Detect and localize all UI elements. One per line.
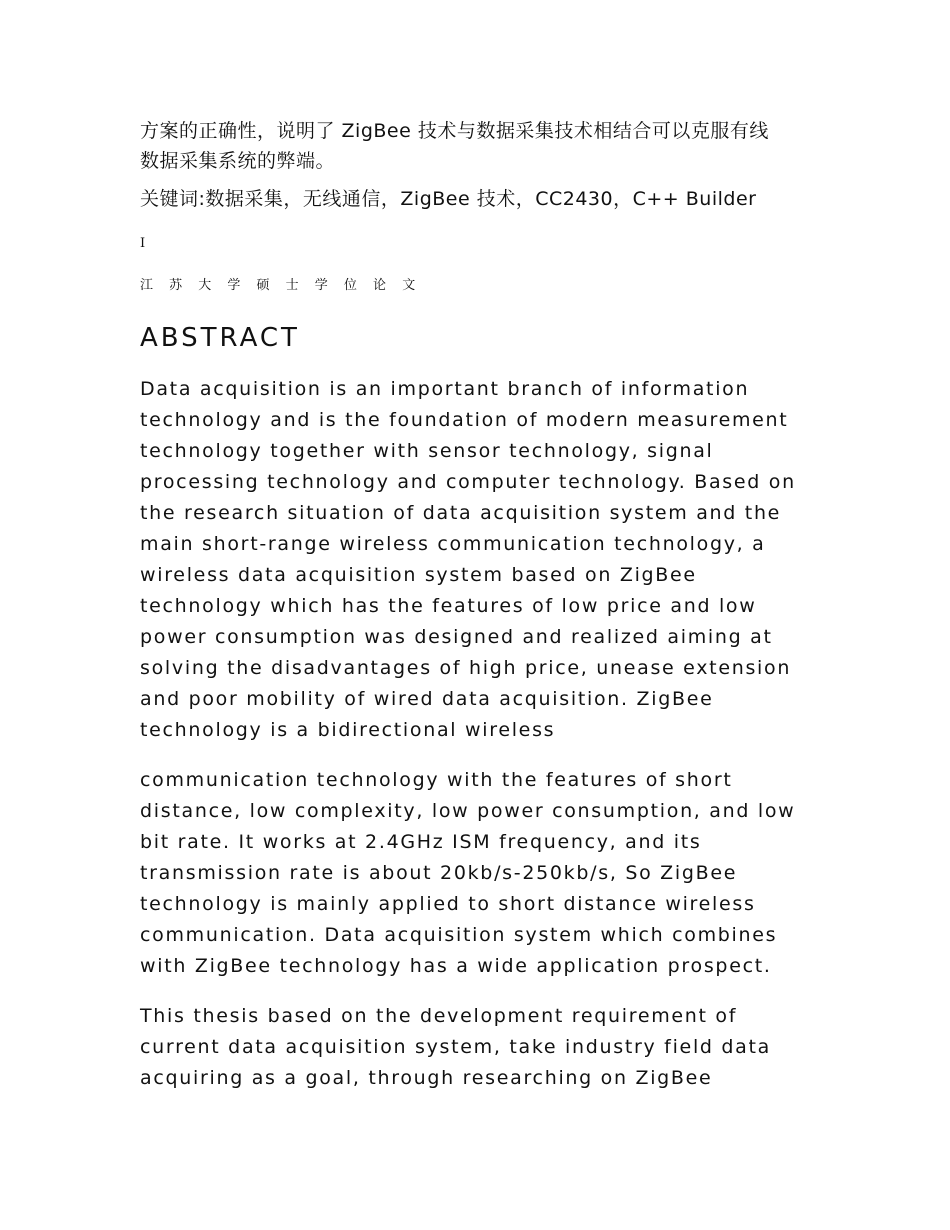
text-line: Data acquisition is an important branch of information bbox=[140, 378, 750, 400]
text-line: solving the disadvantages of high price, unease extension bbox=[140, 657, 792, 679]
keywords-line: 关键词:数据采集，无线通信，ZigBee 技术，CC2430，C++ Builder bbox=[140, 188, 757, 210]
text-line: and poor mobility of wired data acquisition. ZigBee bbox=[140, 688, 714, 710]
text-line: bit rate. It works at 2.4GHz ISM frequency, and its bbox=[140, 831, 702, 853]
abstract-paragraph-2 bbox=[140, 765, 820, 982]
text-line: technology together with sensor technology, signal bbox=[140, 440, 714, 462]
text-line: technology is mainly applied to short distance wireless bbox=[140, 893, 756, 915]
text-line: communication technology with the features of short bbox=[140, 769, 733, 791]
text-line: power consumption was designed and realized aiming at bbox=[140, 626, 773, 648]
document-page bbox=[140, 116, 820, 1094]
text-line: acquiring as a goal, through researching on ZigBee bbox=[140, 1067, 713, 1089]
abstract-title: ABSTRACT bbox=[140, 323, 300, 353]
chinese-paragraph bbox=[140, 116, 820, 176]
text-line: 方案的正确性，说明了 ZigBee 技术与数据采集技术相结合可以克服有线 bbox=[140, 120, 769, 142]
text-line: technology and is the foundation of modern measurement bbox=[140, 409, 789, 431]
text-line: main short-range wireless communication technology, a bbox=[140, 533, 766, 555]
text-line: processing technology and computer technology. Based on bbox=[140, 471, 796, 493]
text-line: the research situation of data acquisition system and the bbox=[140, 502, 782, 524]
text-line: wireless data acquisition system based on ZigBee bbox=[140, 564, 697, 586]
text-line: transmission rate is about 20kb/s-250kb/s, So ZigBee bbox=[140, 862, 738, 884]
abstract-paragraph-3 bbox=[140, 1001, 820, 1094]
text-line: current data acquisition system, take industry field data bbox=[140, 1036, 772, 1058]
running-header: 江 苏 大 学 硕 士 学 位 论 文 bbox=[140, 278, 422, 293]
abstract-paragraph-1 bbox=[140, 374, 820, 746]
page-number: I bbox=[140, 236, 146, 251]
text-line: 数据采集系统的弊端。 bbox=[140, 150, 336, 172]
text-line: technology which has the features of low price and low bbox=[140, 595, 757, 617]
text-line: communication. Data acquisition system which combines bbox=[140, 924, 778, 946]
text-line: technology is a bidirectional wireless bbox=[140, 719, 556, 741]
text-line: This thesis based on the development requirement of bbox=[140, 1005, 738, 1027]
text-line: with ZigBee technology has a wide application prospect. bbox=[140, 955, 772, 977]
text-line: distance, low complexity, low power consumption, and low bbox=[140, 800, 796, 822]
